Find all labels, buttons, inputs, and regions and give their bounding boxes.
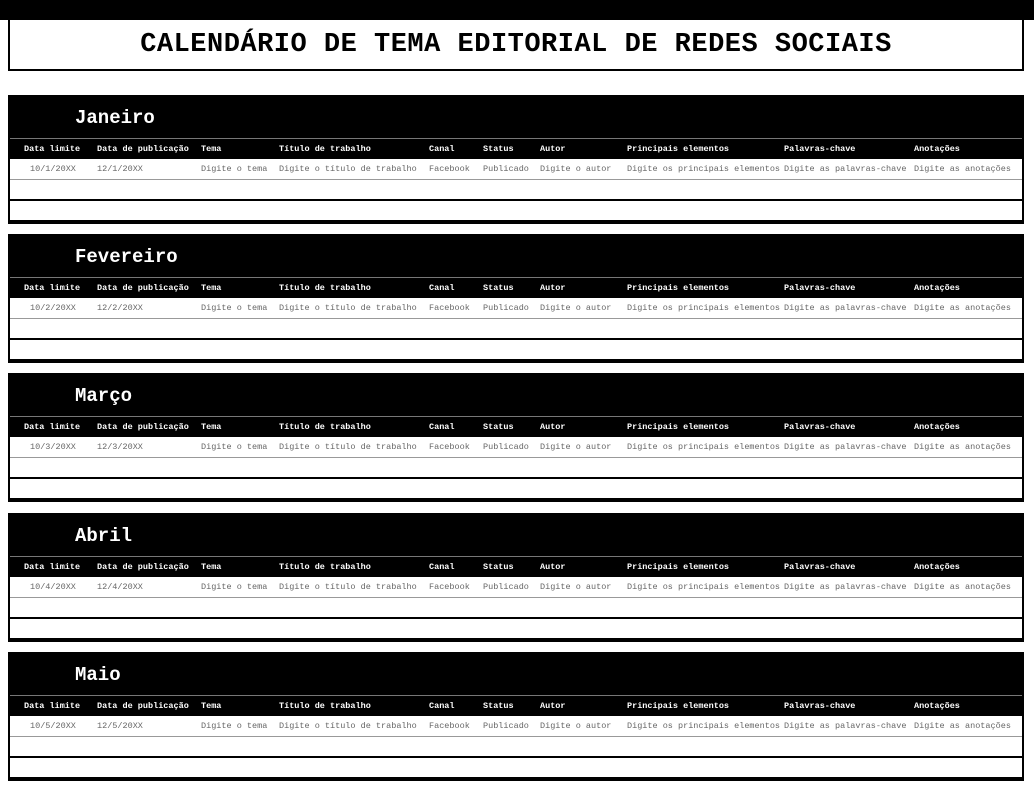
table-cell[interactable]: Digite os principais elementos bbox=[627, 721, 781, 731]
column-header[interactable]: Data de publicação bbox=[97, 422, 189, 432]
empty-table-row[interactable] bbox=[10, 319, 1022, 340]
table-cell[interactable]: Facebook bbox=[429, 721, 470, 731]
column-header[interactable]: Autor bbox=[540, 144, 566, 154]
column-header[interactable]: Título de trabalho bbox=[279, 144, 371, 154]
table-cell[interactable]: Digite as anotações bbox=[914, 303, 1011, 313]
column-header[interactable]: Anotações bbox=[914, 562, 960, 572]
table-cell[interactable]: 12/2/20XX bbox=[97, 303, 143, 313]
table-row bbox=[10, 577, 1022, 598]
table-cell[interactable]: Digite as palavras-chave bbox=[784, 442, 907, 452]
table-cell[interactable]: Facebook bbox=[429, 303, 470, 313]
table-cell[interactable]: Digite os principais elementos bbox=[627, 303, 781, 313]
month-section-0 bbox=[8, 95, 1024, 224]
column-header[interactable]: Principais elementos bbox=[627, 701, 730, 711]
table-cell[interactable]: Digite as anotações bbox=[914, 721, 1011, 731]
table-cell[interactable]: Digite o título de trabalho bbox=[279, 721, 417, 731]
table-cell[interactable]: Digite o título de trabalho bbox=[279, 164, 417, 174]
column-header[interactable]: Status bbox=[483, 562, 514, 572]
column-header[interactable]: Tema bbox=[201, 144, 222, 154]
column-header[interactable]: Data de publicação bbox=[97, 701, 189, 711]
table-cell[interactable]: Digite o tema bbox=[201, 164, 268, 174]
table-cell[interactable]: 10/4/20XX bbox=[30, 582, 76, 592]
column-header[interactable]: Autor bbox=[540, 422, 566, 432]
table-cell[interactable]: 10/2/20XX bbox=[30, 303, 76, 313]
column-header[interactable]: Título de trabalho bbox=[279, 562, 371, 572]
column-header[interactable]: Palavras-chave bbox=[784, 144, 856, 154]
table-cell[interactable]: Digite o tema bbox=[201, 582, 268, 592]
table-cell[interactable]: Digite as anotações bbox=[914, 164, 1011, 174]
column-header[interactable]: Principais elementos bbox=[627, 283, 730, 293]
column-header[interactable]: Data limite bbox=[24, 422, 81, 432]
column-header[interactable]: Data limite bbox=[24, 701, 81, 711]
column-header[interactable]: Canal bbox=[429, 283, 455, 293]
table-cell[interactable]: Digite o título de trabalho bbox=[279, 582, 417, 592]
column-header[interactable]: Autor bbox=[540, 283, 566, 293]
column-header[interactable]: Anotações bbox=[914, 422, 960, 432]
column-header[interactable]: Anotações bbox=[914, 283, 960, 293]
table-row bbox=[10, 159, 1022, 180]
table-cell[interactable]: 12/5/20XX bbox=[97, 721, 143, 731]
column-header[interactable]: Autor bbox=[540, 562, 566, 572]
empty-table-row[interactable] bbox=[10, 737, 1022, 758]
column-header[interactable]: Canal bbox=[429, 422, 455, 432]
month-section-2 bbox=[8, 373, 1024, 502]
month-title[interactable]: Abril bbox=[10, 515, 1022, 557]
column-header[interactable]: Data limite bbox=[24, 144, 81, 154]
table-cell[interactable]: Digite o autor bbox=[540, 582, 612, 592]
column-header[interactable]: Título de trabalho bbox=[279, 283, 371, 293]
column-header[interactable]: Principais elementos bbox=[627, 562, 730, 572]
month-section-1 bbox=[8, 234, 1024, 363]
empty-table-row[interactable] bbox=[10, 340, 1022, 361]
table-cell[interactable]: Facebook bbox=[429, 582, 470, 592]
empty-table-row[interactable] bbox=[10, 598, 1022, 619]
table-cell[interactable]: Digite os principais elementos bbox=[627, 582, 781, 592]
table-row bbox=[10, 298, 1022, 319]
column-header[interactable]: Palavras-chave bbox=[784, 283, 856, 293]
column-header[interactable]: Palavras-chave bbox=[784, 422, 856, 432]
table-cell[interactable]: Digite o tema bbox=[201, 721, 268, 731]
table-cell[interactable]: Digite o autor bbox=[540, 442, 612, 452]
table-cell[interactable]: Digite o tema bbox=[201, 442, 268, 452]
page-title[interactable]: CALENDÁRIO DE TEMA EDITORIAL DE REDES SOCIAIS bbox=[140, 29, 892, 60]
table-cell[interactable]: 10/3/20XX bbox=[30, 442, 76, 452]
table-cell[interactable]: 12/3/20XX bbox=[97, 442, 143, 452]
table-cell[interactable]: Publicado bbox=[483, 442, 529, 452]
month-title[interactable]: Março bbox=[10, 375, 1022, 417]
table-cell[interactable]: Digite as palavras-chave bbox=[784, 164, 907, 174]
month-section-4 bbox=[8, 652, 1024, 781]
column-header[interactable]: Principais elementos bbox=[627, 144, 730, 154]
column-header[interactable]: Anotações bbox=[914, 144, 960, 154]
table-cell[interactable]: 10/1/20XX bbox=[30, 164, 76, 174]
column-header-row bbox=[10, 139, 1022, 159]
table-cell[interactable]: 10/5/20XX bbox=[30, 721, 76, 731]
column-header-row bbox=[10, 278, 1022, 298]
column-header[interactable]: Título de trabalho bbox=[279, 422, 371, 432]
title-box bbox=[8, 20, 1024, 71]
month-section-3 bbox=[8, 513, 1024, 642]
column-header[interactable]: Status bbox=[483, 422, 514, 432]
empty-table-row[interactable] bbox=[10, 180, 1022, 201]
table-cell[interactable]: Digite as palavras-chave bbox=[784, 303, 907, 313]
column-header[interactable]: Canal bbox=[429, 701, 455, 711]
table-row bbox=[10, 437, 1022, 458]
column-header[interactable]: Data limite bbox=[24, 562, 81, 572]
table-cell[interactable]: Facebook bbox=[429, 164, 470, 174]
column-header[interactable]: Palavras-chave bbox=[784, 701, 856, 711]
table-cell[interactable]: Digite o título de trabalho bbox=[279, 303, 417, 313]
empty-table-row[interactable] bbox=[10, 758, 1022, 779]
empty-table-row[interactable] bbox=[10, 479, 1022, 500]
table-cell[interactable]: 12/1/20XX bbox=[97, 164, 143, 174]
month-title[interactable]: Maio bbox=[10, 654, 1022, 696]
column-header[interactable]: Status bbox=[483, 701, 514, 711]
column-header-row bbox=[10, 417, 1022, 437]
column-header[interactable]: Tema bbox=[201, 422, 222, 432]
table-cell[interactable]: Publicado bbox=[483, 164, 529, 174]
column-header[interactable]: Data de publicação bbox=[97, 144, 189, 154]
column-header[interactable]: Palavras-chave bbox=[784, 562, 856, 572]
column-header[interactable]: Título de trabalho bbox=[279, 701, 371, 711]
column-header-row bbox=[10, 557, 1022, 577]
empty-table-row[interactable] bbox=[10, 201, 1022, 222]
table-cell[interactable]: 12/4/20XX bbox=[97, 582, 143, 592]
column-header[interactable]: Tema bbox=[201, 701, 222, 711]
column-header[interactable]: Status bbox=[483, 144, 514, 154]
column-header[interactable]: Data limite bbox=[24, 283, 81, 293]
table-cell[interactable]: Digite as palavras-chave bbox=[784, 582, 907, 592]
table-cell[interactable]: Digite o autor bbox=[540, 721, 612, 731]
column-header[interactable]: Tema bbox=[201, 562, 222, 572]
top-bar bbox=[0, 0, 1034, 20]
table-cell[interactable]: Digite os principais elementos bbox=[627, 164, 781, 174]
empty-table-row[interactable] bbox=[10, 619, 1022, 640]
column-header[interactable]: Canal bbox=[429, 144, 455, 154]
column-header[interactable]: Tema bbox=[201, 283, 222, 293]
table-cell[interactable]: Publicado bbox=[483, 582, 529, 592]
month-title[interactable]: Fevereiro bbox=[10, 236, 1022, 278]
table-row bbox=[10, 716, 1022, 737]
column-header[interactable]: Status bbox=[483, 283, 514, 293]
column-header[interactable]: Principais elementos bbox=[627, 422, 730, 432]
table-cell[interactable]: Digite o tema bbox=[201, 303, 268, 313]
empty-table-row[interactable] bbox=[10, 458, 1022, 479]
table-cell[interactable]: Publicado bbox=[483, 303, 529, 313]
column-header[interactable]: Autor bbox=[540, 701, 566, 711]
table-cell[interactable]: Digite as anotações bbox=[914, 582, 1011, 592]
table-cell[interactable]: Publicado bbox=[483, 721, 529, 731]
table-cell[interactable]: Digite o autor bbox=[540, 164, 612, 174]
table-cell[interactable]: Digite o autor bbox=[540, 303, 612, 313]
column-header[interactable]: Canal bbox=[429, 562, 455, 572]
column-header[interactable]: Data de publicação bbox=[97, 283, 189, 293]
column-header-row bbox=[10, 696, 1022, 716]
table-cell[interactable]: Digite os principais elementos bbox=[627, 442, 781, 452]
table-cell[interactable]: Facebook bbox=[429, 442, 470, 452]
column-header[interactable]: Anotações bbox=[914, 701, 960, 711]
table-cell[interactable]: Digite as anotações bbox=[914, 442, 1011, 452]
month-title[interactable]: Janeiro bbox=[10, 97, 1022, 139]
table-cell[interactable]: Digite as palavras-chave bbox=[784, 721, 907, 731]
column-header[interactable]: Data de publicação bbox=[97, 562, 189, 572]
table-cell[interactable]: Digite o título de trabalho bbox=[279, 442, 417, 452]
